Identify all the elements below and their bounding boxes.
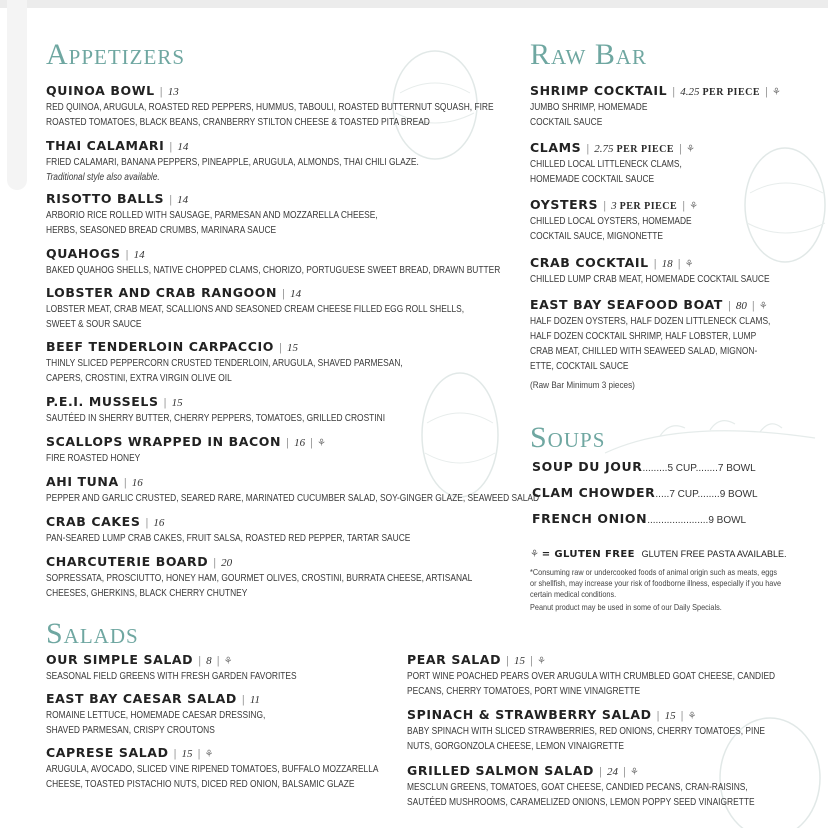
gluten-free-icon: ⚘	[629, 767, 639, 778]
price-unit: PER PIECE	[616, 201, 678, 212]
price-separator: |	[213, 655, 220, 667]
menu-item-description: FRIED CALAMARI, BANANA PEPPERS, PINEAPPLE, ARUGULA, ALMONDS, THAI CHILI GLAZE.	[46, 157, 419, 168]
menu-item-price: 11	[249, 694, 261, 706]
price-separator: |	[595, 766, 605, 778]
menu-item	[530, 254, 815, 287]
menu-item-price: 4.25	[680, 86, 700, 98]
menu-item-description: FIRE ROASTED HONEY	[46, 453, 141, 464]
price-separator: |	[762, 86, 768, 98]
soups-title: Soups	[530, 421, 606, 454]
menu-item-description: ARUGULA, AVOCADO, SLICED VINE RIPENED TOMATOES, BUFFALO MOZZARELLA	[46, 764, 379, 775]
soup-cup-price: 7 CUP	[669, 489, 698, 500]
gluten-free-icon: ⚘	[536, 656, 546, 667]
dot-leader: ........	[695, 463, 718, 474]
menu-item-price: 24	[606, 766, 618, 778]
menu-item	[46, 190, 441, 238]
menu-item-price: 20	[221, 557, 233, 569]
menu-item-description: NUTS, GORGONZOLA CHEESE, LEMON VINAIGRETTE	[407, 741, 625, 752]
price-separator: |	[619, 766, 626, 778]
menu-item-description: PEPPER AND GARLIC CRUSTED, SEARED RARE, MARINATED CUCUMBER SALAD, SOY-GINGER GLAZE, SEAWEED SALAD	[46, 493, 540, 504]
menu-item-header	[46, 245, 587, 263]
menu-item-name: CHARCUTERIE BOARD	[46, 554, 209, 569]
salads-title: Salads	[46, 617, 139, 650]
menu-item-header	[407, 651, 828, 669]
gluten-free-pasta: GLUTEN FREE PASTA AVAILABLE.	[641, 549, 787, 559]
price-separator: |	[166, 194, 176, 206]
soup-name: FRENCH ONION	[532, 511, 648, 526]
menu-item	[46, 284, 544, 332]
price-separator: |	[156, 86, 166, 98]
price-separator: |	[679, 200, 686, 212]
price-separator: |	[166, 141, 176, 153]
menu-item	[46, 513, 480, 546]
price-separator: |	[527, 655, 533, 667]
menu-item-name: P.E.I. MUSSELS	[46, 394, 159, 409]
menu-item-description: SOPRESSATA, PROSCIUTTO, HONEY HAM, GOURMET OLIVES, CROSTINI, BURRATA CHEESE, ARTISANAL	[46, 573, 473, 584]
menu-item-description: SHAVED PARMESAN, CRISPY CROUTONS	[46, 725, 215, 736]
menu-item-header	[530, 82, 781, 100]
dot-leader: .........	[642, 463, 668, 474]
gluten-free-icon: ⚘	[685, 144, 695, 155]
menu-item-header	[46, 513, 480, 531]
dot-leader: ........	[697, 489, 720, 500]
menu-item-description: COCKTAIL SAUCE	[530, 117, 603, 128]
menu-item-header	[46, 744, 442, 762]
price-separator: |	[120, 477, 130, 489]
menu-item-price: 14	[133, 249, 145, 261]
menu-item-name: EAST BAY CAESAR SALAD	[46, 691, 237, 706]
menu-item-header	[46, 338, 471, 356]
menu-item	[46, 393, 450, 426]
menu-item-name: EAST BAY SEAFOOD BOAT	[530, 297, 723, 312]
menu-item-name: OYSTERS	[530, 197, 599, 212]
menu-item-name: PEAR SALAD	[407, 652, 502, 667]
soup-bowl-price: 9 BOWL	[719, 489, 758, 500]
menu-item	[46, 690, 307, 738]
menu-item-name: SPINACH & STRAWBERRY SALAD	[407, 707, 652, 722]
menu-item	[407, 706, 828, 754]
menu-item-description: CHILLED LOCAL LITTLENECK CLAMS,	[530, 159, 682, 170]
price-separator: |	[677, 710, 684, 722]
price-separator: |	[674, 258, 681, 270]
appetizers-title: Appetizers	[46, 38, 186, 71]
price-unit: PER PIECE	[699, 87, 760, 98]
menu-item-header	[46, 393, 450, 411]
menu-item-name: RISOTTO BALLS	[46, 191, 165, 206]
menu-item-name: SCALLOPS WRAPPED IN BACON	[46, 434, 282, 449]
gluten-free-icon: ⚘	[771, 87, 781, 98]
menu-item-price: 16	[153, 517, 165, 529]
menu-item-description: BAKED QUAHOG SHELLS, NATIVE CHOPPED CLAMS, CHORIZO, PORTUGUESE SWEET BREAD, DRAWN BUTTER	[46, 265, 501, 276]
menu-item-price: 3	[611, 200, 617, 212]
price-separator: |	[724, 300, 734, 312]
menu-item-description: BABY SPINACH WITH SLICED STRAWBERRIES, RED ONIONS, CHERRY TOMATOES, PINE	[407, 726, 766, 737]
menu-item-description: HERBS, SEASONED BREAD CRUMBS, MARINARA SAUCE	[46, 225, 277, 236]
menu-item-name: OUR SIMPLE SALAD	[46, 652, 194, 667]
menu-item	[530, 196, 722, 244]
menu-item-description: LOBSTER MEAT, CRAB MEAT, SCALLIONS AND SEASONED CREAM CHEESE FILLED EGG ROLL SHELLS,	[46, 304, 465, 315]
menu-item-price: 14	[177, 141, 189, 153]
menu-item-header	[46, 284, 544, 302]
menu-item-price: 8	[206, 655, 212, 667]
menu-item-description: CRAB MEAT, CHILLED WITH SEAWEED SALAD, MIGNON-	[530, 346, 758, 357]
price-separator: |	[503, 655, 513, 667]
window-top-bar	[0, 0, 828, 8]
menu-item-price: 2.75	[594, 143, 614, 155]
price-separator: |	[279, 288, 289, 300]
price-separator: |	[238, 694, 248, 706]
menu-item-description: THINLY SLICED PEPPERCORN CRUSTED TENDERLOIN, ARUGULA, SHAVED PARMESAN,	[46, 358, 403, 369]
raw-bar-title: Raw Bar	[530, 38, 647, 71]
menu-item	[46, 433, 326, 466]
menu-item-description: JUMBO SHRIMP, HOMEMADE	[530, 102, 648, 113]
menu-item-description: PORT WINE POACHED PEARS OVER ARUGULA WITH CRUMBLED GOAT CHEESE, CANDIED	[407, 671, 776, 682]
menu-item-price: 15	[286, 342, 298, 354]
menu-item-description: SEASONAL FIELD GREENS WITH FRESH GARDEN FAVORITES	[46, 671, 297, 682]
price-separator: |	[142, 517, 152, 529]
gluten-free-icon: ⚘	[317, 438, 326, 449]
menu-item-price: 15	[181, 748, 193, 760]
price-separator: |	[583, 143, 593, 155]
menu-item-name: LOBSTER AND CRAB RANGOON	[46, 285, 278, 300]
price-separator: |	[122, 249, 132, 261]
gluten-free-label: = GLUTEN FREE	[541, 549, 635, 560]
menu-item-name: CLAMS	[530, 140, 582, 155]
menu-item-price: 13	[167, 86, 179, 98]
menu-item-name: SHRIMP COCKTAIL	[530, 83, 668, 98]
menu-item-description: MESCLUN GREENS, TOMATOES, GOAT CHEESE, CANDIED PECANS, CRAN-RAISINS,	[407, 782, 748, 793]
price-unit: PER PIECE	[613, 144, 675, 155]
menu-item-note: Traditional style also available.	[46, 172, 160, 183]
menu-item-description: HALF DOZEN OYSTERS, HALF DOZEN LITTLENECK CLAMS,	[530, 316, 771, 327]
price-separator: |	[650, 258, 660, 270]
menu-item-description: ARBORIO RICE ROLLED WITH SAUSAGE, PARMESAN AND MOZZARELLA CHEESE,	[46, 210, 378, 221]
raw-bar-minimum: (Raw Bar Minimum 3 pieces)	[530, 380, 635, 391]
menu-item-description: SAUTÉED MUSHROOMS, CARAMELIZED ONIONS, LEMON POPPY SEED VINAIGRETTE	[407, 797, 755, 808]
menu-item-description: ROASTED TOMATOES, BLACK BEANS, CRANBERRY STILTON CHEESE & TOASTED PITA BREAD	[46, 117, 430, 128]
menu-item	[46, 245, 587, 278]
menu-item-price: 15	[171, 397, 183, 409]
price-separator: |	[195, 655, 205, 667]
soup-bowl-price: 7 BOWL	[717, 463, 756, 474]
menu-item-name: QUINOA BOWL	[46, 83, 155, 98]
menu-item-header	[530, 139, 711, 157]
menu-item	[530, 82, 781, 130]
gluten-free-icon: ⚘	[223, 656, 233, 667]
menu-item-header	[530, 296, 816, 314]
menu-item-description: PAN-SEARED LUMP CRAB CAKES, FRUIT SALSA, ROASTED RED PEPPER, TARTAR SAUCE	[46, 533, 411, 544]
menu-item	[530, 139, 711, 187]
menu-item	[46, 338, 471, 386]
menu-item-header	[46, 690, 307, 708]
menu-item-description: SWEET & SOUR SAUCE	[46, 319, 142, 330]
menu-item-header	[407, 762, 821, 780]
menu-item-description: CHEESES, GHERKINS, BLACK CHERRY CHUTNEY	[46, 588, 248, 599]
menu-item-header	[46, 651, 344, 669]
price-separator: |	[275, 342, 285, 354]
menu-item	[530, 296, 816, 374]
menu-item-header	[530, 196, 722, 214]
consuming-warning: *Consuming raw or undercooked foods of animal origin such as meats, eggs or shellfish, may increase your risk of foodborne illness, especially if you have certain medical conditions.	[530, 567, 782, 599]
price-separator: |	[160, 397, 170, 409]
price-separator: |	[669, 86, 679, 98]
peanut-notice: Peanut product may be used in some of our Daily Specials.	[530, 602, 722, 612]
menu-item-price: 16	[294, 437, 306, 449]
soup-name: SOUP DU JOUR	[532, 459, 643, 474]
menu-item	[407, 651, 828, 699]
price-separator: |	[170, 748, 180, 760]
menu-item-name: GRILLED SALMON SALAD	[407, 763, 594, 778]
price-separator: |	[676, 143, 682, 155]
menu-item	[46, 137, 490, 185]
menu-item-description: COCKTAIL SAUCE, MIGNONETTE	[530, 231, 664, 242]
menu-item-header	[46, 433, 326, 451]
soup-item	[532, 459, 756, 474]
gluten-free-key	[530, 549, 787, 560]
price-separator: |	[283, 437, 293, 449]
menu-item	[46, 82, 579, 130]
price-separator: |	[600, 200, 610, 212]
gluten-free-icon: ⚘	[689, 201, 699, 212]
menu-item-name: CRAB CAKES	[46, 514, 141, 529]
price-separator: |	[653, 710, 663, 722]
menu-item-name: QUAHOGS	[46, 246, 121, 261]
soup-item	[532, 511, 746, 526]
menu-item-name: AHI TUNA	[46, 474, 119, 489]
menu-item-price: 18	[661, 258, 673, 270]
menu-item-price: 16	[131, 477, 143, 489]
soup-bowl-price: 9 BOWL	[708, 515, 747, 526]
price-separator: |	[748, 300, 755, 312]
menu-item-description: CHILLED LUMP CRAB MEAT, HOMEMADE COCKTAIL SAUCE	[530, 274, 770, 285]
gluten-free-icon: ⚘	[758, 301, 768, 312]
dot-leader: .....	[655, 489, 670, 500]
menu-item-name: CRAB COCKTAIL	[530, 255, 649, 270]
menu-item-description: RED QUINOA, ARUGULA, ROASTED RED PEPPERS, HUMMUS, TABOULI, ROASTED BUTTERNUT SQUASH, FIRE	[46, 102, 494, 113]
menu-item-price: 80	[735, 300, 747, 312]
egg-decoration-icon	[735, 138, 828, 268]
soup-cup-price: 5 CUP	[667, 463, 696, 474]
menu-item-description: SAUTÉED IN SHERRY BUTTER, CHERRY PEPPERS, TOMATOES, GRILLED CROSTINI	[46, 413, 386, 424]
gluten-free-icon: ⚘	[530, 549, 539, 560]
price-separator: |	[210, 557, 220, 569]
menu-item-price: 14	[177, 194, 189, 206]
gluten-free-icon: ⚘	[687, 711, 697, 722]
menu-page	[0, 8, 828, 828]
menu-item-description: HOMEMADE COCKTAIL SAUCE	[530, 174, 655, 185]
menu-item-name: CAPRESE SALAD	[46, 745, 169, 760]
menu-item	[46, 744, 442, 792]
menu-item-description: PECANS, CHERRY TOMATOES, PORT WINE VINAIGRETTE	[407, 686, 641, 697]
menu-item	[46, 651, 344, 684]
price-separator: |	[194, 748, 201, 760]
menu-item-price: 14	[290, 288, 302, 300]
gluten-free-icon: ⚘	[204, 749, 214, 760]
menu-item	[407, 762, 821, 810]
menu-item-description: CAPERS, CROSTINI, EXTRA VIRGIN OLIVE OIL	[46, 373, 232, 384]
menu-item-header	[46, 82, 579, 100]
menu-item-header	[407, 706, 828, 724]
menu-item	[46, 553, 554, 601]
menu-item-header	[46, 137, 490, 155]
dot-leader: ......................	[647, 515, 709, 526]
menu-item-price: 15	[664, 710, 676, 722]
menu-item-header	[46, 190, 441, 208]
menu-item-description: CHILLED LOCAL OYSTERS, HOMEMADE	[530, 216, 692, 227]
menu-item-description: ETTE, COCKTAIL SAUCE	[530, 361, 629, 372]
menu-item-name: BEEF TENDERLOIN CARPACCIO	[46, 339, 274, 354]
menu-item-header	[530, 254, 815, 272]
soup-item	[532, 485, 758, 500]
menu-item-price: 15	[514, 655, 526, 667]
menu-item-description: HALF DOZEN COCKTAIL SHRIMP, HALF LOBSTER, LUMP	[530, 331, 757, 342]
menu-item-header	[46, 553, 554, 571]
menu-item-description: CHEESE, TOASTED PISTACHIO NUTS, DICED RED ONION, BALSAMIC GLAZE	[46, 779, 355, 790]
menu-item-description: ROMAINE LETTUCE, HOMEMADE CAESAR DRESSING,	[46, 710, 266, 721]
soup-name: CLAM CHOWDER	[532, 485, 656, 500]
price-separator: |	[307, 437, 313, 449]
gluten-free-icon: ⚘	[684, 259, 694, 270]
menu-item-name: THAI CALAMARI	[46, 138, 165, 153]
